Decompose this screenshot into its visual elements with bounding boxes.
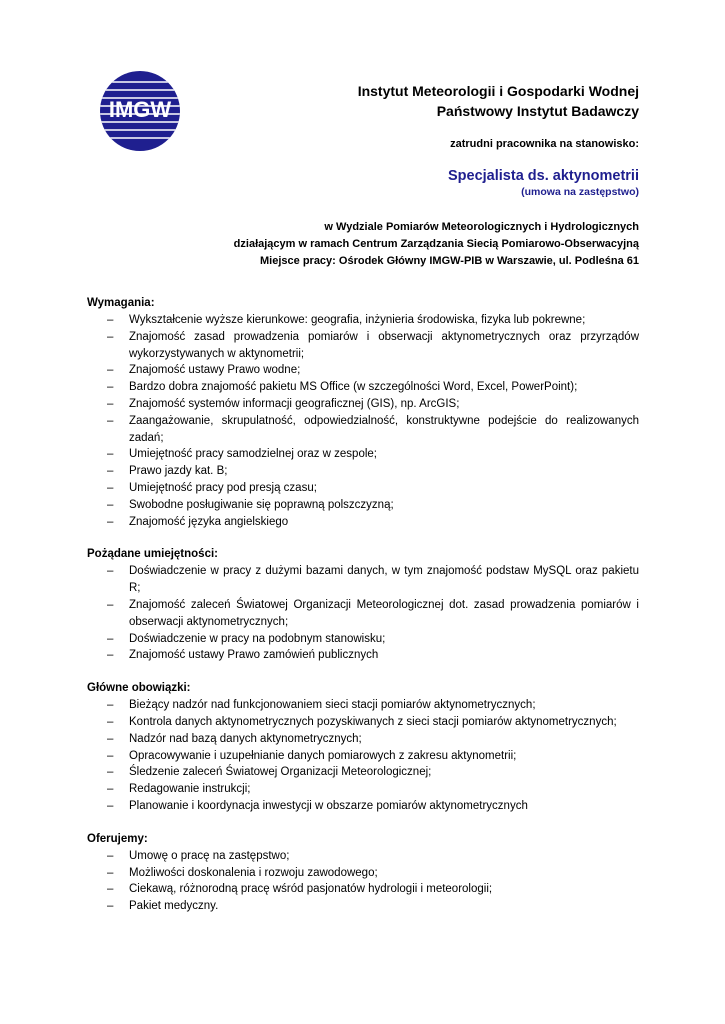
section-title: Pożądane umiejętności: [87, 548, 219, 561]
list-item: – Opracowywanie i uzupełnianie danych pomiarowych z zakresu aktynometrii; [107, 749, 517, 762]
duties-list [87, 697, 639, 815]
list-item: – Doświadczenie w pracy na podobnym stanowisku; [107, 632, 386, 645]
desired-skills-list [87, 563, 639, 664]
imgw-logo [99, 70, 181, 152]
requirements-list [87, 312, 639, 530]
list-item: – Możliwości doskonalenia i rozwoju zawodowego; [107, 866, 378, 879]
section-title: Oferujemy: [87, 832, 148, 845]
workplace-line: Miejsce pracy: Ośrodek Główny IMGW-PIB w Warszawie, ul. Podleśna 61 [260, 255, 639, 267]
job-title: Specjalista ds. aktynometrii [448, 168, 639, 184]
hiring-text: zatrudni pracownika na stanowisko: [450, 138, 639, 150]
list-item: – Zaangażowanie, skrupulatność, odpowiedzialność, konstruktywne podejście do realizowanych zadań; [107, 414, 639, 444]
section-title: Główne obowiązki: [87, 682, 191, 695]
duties-section [87, 680, 639, 815]
list-item: – Pakiet medyczny. [107, 900, 219, 913]
section-title: Wymagania: [87, 297, 155, 309]
institute-subtitle: Państwowy Instytut Badawczy [436, 103, 639, 119]
list-item: – Doświadczenie w pracy z dużymi bazami danych, w tym znajomość podstaw MySQL oraz pakietu R; [107, 565, 639, 595]
list-item: – Umiejętność pracy pod presją czasu; [107, 481, 317, 494]
department-line: w Wydziale Pomiarów Meteorologicznych i Hydrologicznych [324, 221, 639, 233]
list-item: – Znajomość systemów informacji geograficznej (GIS), np. ArcGIS; [107, 397, 460, 410]
department-block [179, 219, 639, 270]
department-line: działającym w ramach Centrum Zarządzania Siecią Pomiarowo-Obserwacyjną [233, 238, 639, 250]
requirements-section [87, 295, 639, 530]
list-item: – Prawo jazdy kat. B; [107, 465, 228, 478]
list-item: – Nadzór nad bazą danych aktynometrycznych; [107, 732, 362, 745]
list-item: – Śledzenie zaleceń Światowej Organizacji Meteorologicznej; [107, 766, 432, 779]
list-item: – Umowę o pracę na zastępstwo; [107, 849, 290, 862]
offer-body [87, 295, 639, 931]
list-item: – Znajomość zaleceń Światowej Organizacji Meteorologicznej dot. zasad prowadzenia pomiarów i obserwacji aktynometrycznych; [107, 598, 639, 628]
list-item: – Umiejętność pracy samodzielnej oraz w zespole; [107, 448, 377, 461]
header [179, 81, 639, 270]
list-item: – Redagowanie instrukcji; [107, 783, 251, 796]
list-item: – Swobodne posługiwanie się poprawną polszczyzną; [107, 498, 394, 511]
list-item: – Kontrola danych aktynometrycznych pozyskiwanych z sieci stacji pomiarów aktynometrycznych; [107, 715, 617, 728]
contract-type: (umowa na zastępstwo) [521, 186, 639, 198]
desired-skills-section [87, 546, 639, 664]
offer-section [87, 831, 639, 915]
list-item: – Znajomość ustawy Prawo wodne; [107, 364, 301, 377]
list-item: – Znajomość zasad prowadzenia pomiarów i obserwacji aktynometrycznych oraz przyrządów wykorzystywanych w aktynometrii; [107, 330, 639, 360]
institute-name: Instytut Meteorologii i Gospodarki Wodnej [357, 83, 639, 99]
list-item: – Bieżący nadzór nad funkcjonowaniem sieci stacji pomiarów aktynometrycznych; [107, 699, 536, 712]
offer-list [87, 848, 639, 915]
list-item: – Bardzo dobra znajomość pakietu MS Office (w szczególności Word, Excel, PowerPoint); [107, 381, 578, 394]
logo-text: IMGW [108, 97, 172, 122]
list-item: – Wykształcenie wyższe kierunkowe: geografia, inżynieria środowiska, fizyka lub pokrewne; [107, 314, 586, 326]
list-item: – Znajomość języka angielskiego [107, 515, 289, 528]
list-item: – Znajomość ustawy Prawo zamówień publicznych [107, 649, 379, 662]
list-item: – Planowanie i koordynacja inwestycji w obszarze pomiarów aktynometrycznych [107, 799, 528, 812]
list-item: – Ciekawą, różnorodną pracę wśród pasjonatów hydrologii i meteorologii; [107, 883, 493, 896]
